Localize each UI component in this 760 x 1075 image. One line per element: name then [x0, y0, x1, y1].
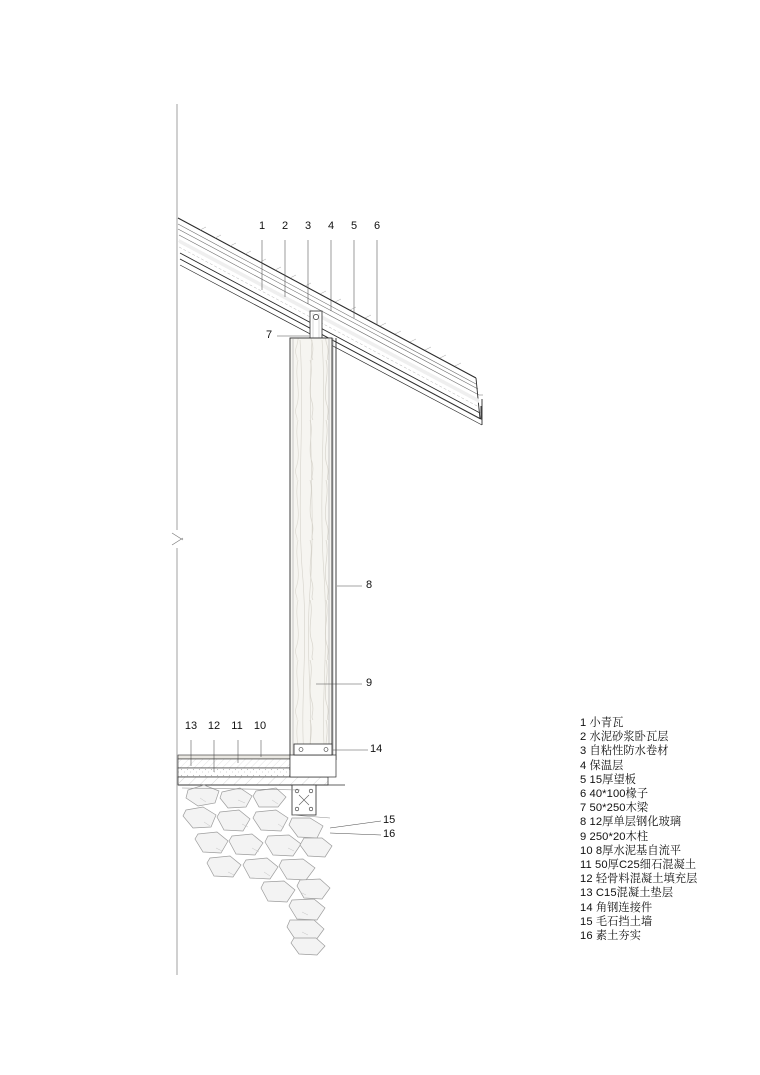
legend-item-6: 6 40*100椽子: [580, 788, 649, 801]
callout-3: 3: [304, 220, 312, 232]
callout-10: 10: [253, 720, 267, 732]
callout-7: 7: [265, 329, 273, 341]
legend-item-1: 1 小青瓦: [580, 717, 624, 729]
legend-item-13: 13 C15混凝土垫层: [580, 887, 674, 900]
legend-item-16: 16 素土夯实: [580, 930, 642, 943]
callout-2: 2: [281, 220, 289, 232]
callout-11: 11: [231, 720, 243, 732]
callout-16: 16: [383, 828, 396, 840]
legend-item-10: 10 8厚水泥基自流平: [580, 844, 682, 857]
callout-15: 15: [383, 814, 396, 826]
legend-item-15: 15 毛石挡土墙: [580, 915, 653, 928]
axis-grid-line: [172, 104, 183, 975]
legend-item-14: 14 角钢连接件: [580, 901, 653, 914]
callout-1: 1: [258, 220, 266, 232]
legend-item-4: 4 保温层: [580, 759, 624, 772]
legend-item-2: 2 水泥砂浆卧瓦层: [580, 731, 669, 744]
legend-item-9: 9 250*20木柱: [580, 830, 649, 843]
legend-item-12: 12 轻骨料混凝土填充层: [580, 873, 698, 886]
legend-item-5: 5 15厚望板: [580, 773, 637, 786]
callout-5: 5: [350, 220, 358, 232]
callout-4: 4: [327, 220, 335, 232]
callout-8: 8: [366, 579, 373, 591]
legend-item-3: 3 自粘性防水卷材: [580, 745, 669, 758]
legend-item-8: 8 12厚单层钢化玻璃: [580, 816, 682, 829]
callout-9: 9: [366, 677, 373, 689]
callout-14: 14: [370, 743, 383, 755]
callout-6: 6: [373, 220, 381, 232]
wall-assembly: [290, 338, 336, 760]
legend-item-11: 11 50厚C25细石混凝土: [580, 859, 697, 872]
legend-list: [580, 716, 750, 943]
legend-item-7: 7 50*250木梁: [580, 802, 649, 815]
leader-lines: [191, 240, 381, 835]
callout-13: 13: [184, 720, 198, 732]
callout-12: 12: [207, 720, 221, 732]
